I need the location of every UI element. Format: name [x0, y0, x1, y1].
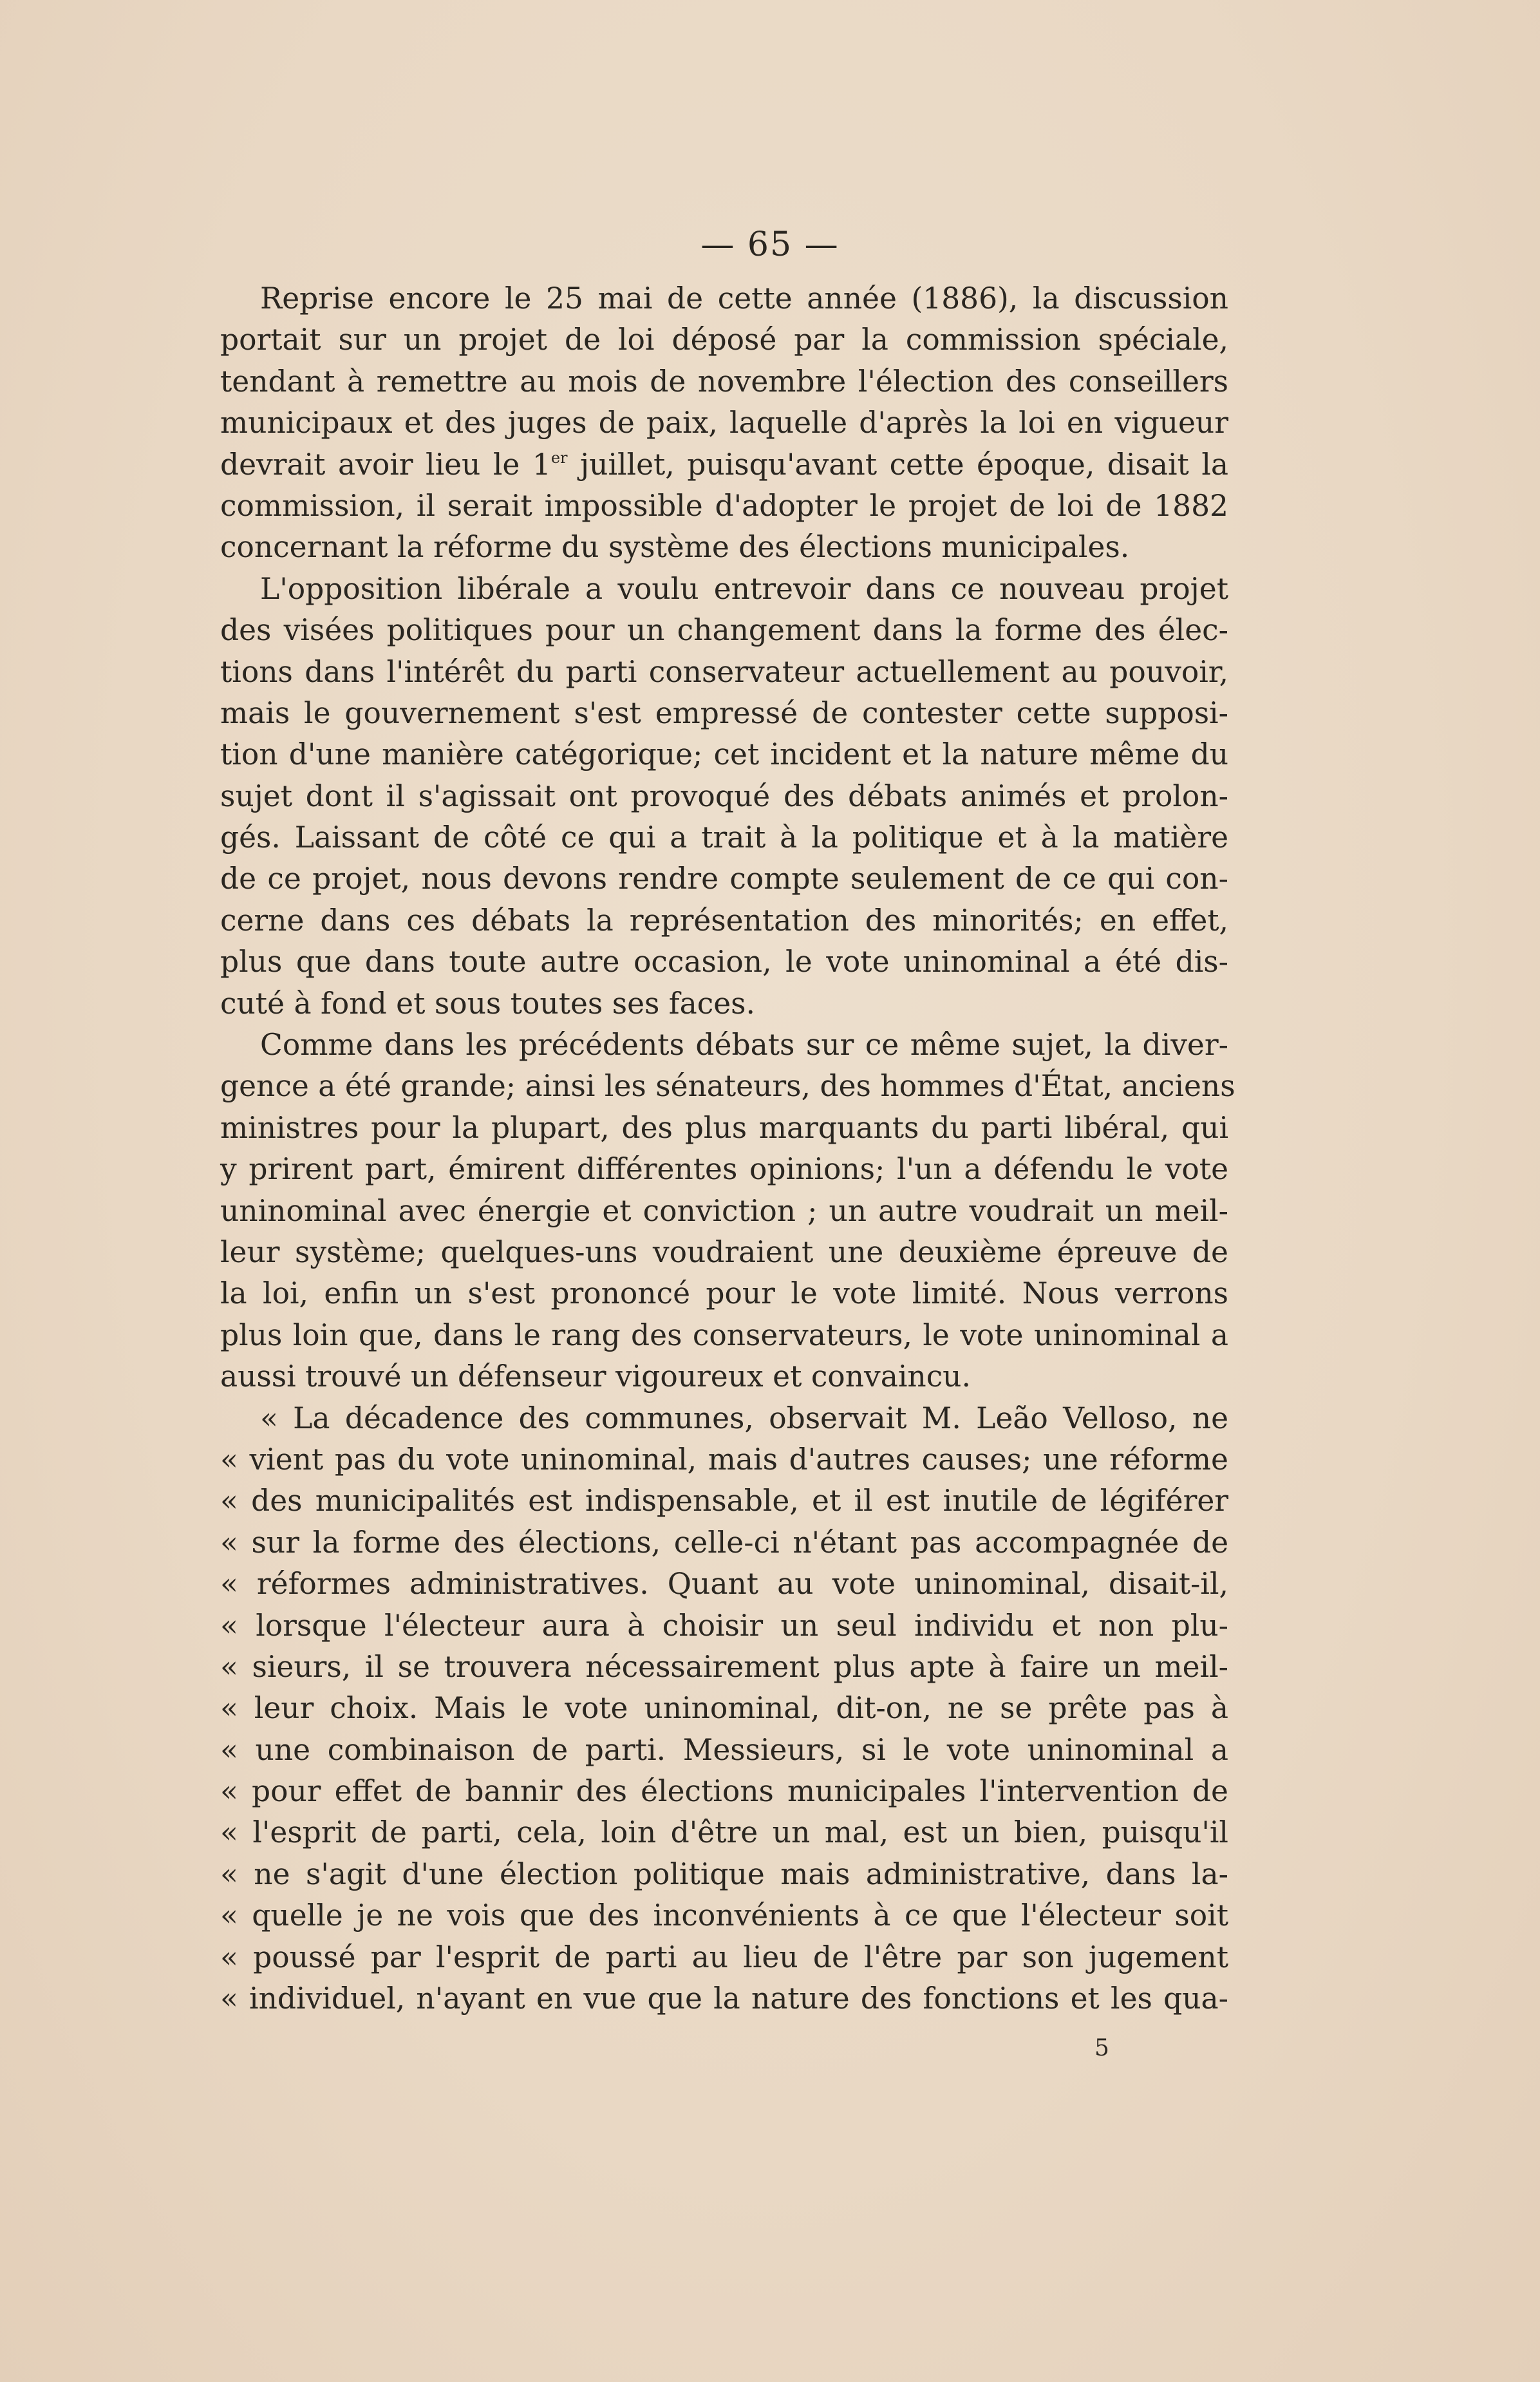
text-line: de ce projet, nous devons rendre compte seulement de ce qui con- [220, 862, 1228, 896]
text-line: « réformes administratives. Quant au vote uninominal, disait-il, [220, 1567, 1228, 1602]
text-line: tion d'une manière catégorique; cet incident et la nature même du [220, 737, 1228, 772]
text-line: « l'esprit de parti, cela, loin d'être un mal, est un bien, puisqu'il [220, 1815, 1228, 1850]
text-line: « sieurs, il se trouvera nécessairement plus apte à faire un meil- [220, 1649, 1228, 1684]
text-line: « ne s'agit d'une élection politique mais administrative, dans la- [220, 1857, 1228, 1891]
text-line: concernant la réforme du système des élections municipales. [220, 530, 1130, 565]
text-line: L'opposition libérale a voulu entrevoir dans ce nouveau projet [260, 571, 1228, 606]
text-line: uninominal avec énergie et conviction ; un autre voudrait un meil- [220, 1193, 1228, 1228]
text-line: la loi, enfin un s'est prononcé pour le vote limité. Nous verrons [220, 1276, 1228, 1311]
text-line: plus que dans toute autre occasion, le vote uninominal a été dis- [220, 945, 1228, 979]
text-line [220, 444, 1228, 486]
text-line: municipaux et des juges de paix, laquelle d'après la loi en vigueur [220, 406, 1228, 440]
text-line: « sur la forme des élections, celle-ci n'étant pas accompagnée de [220, 1525, 1228, 1560]
text-line: plus loin que, dans le rang des conservateurs, le vote uninominal a [220, 1318, 1228, 1352]
text-line: aussi trouvé un défenseur vigoureux et convaincu. [220, 1359, 971, 1394]
text-line: cerne dans ces débats la représentation des minorités; en effet, [220, 903, 1228, 938]
text-line: mais le gouvernement s'est empressé de contester cette supposi- [220, 695, 1228, 730]
text-line: Comme dans les précédents débats sur ce même sujet, la diver- [260, 1028, 1228, 1063]
text-line: « individuel, n'ayant en vue que la nature des fonctions et les qua- [220, 1981, 1228, 2016]
text-line: cuté à fond et sous toutes ses faces. [220, 986, 755, 1021]
text-line: « La décadence des communes, observait M. Leão Velloso, ne [260, 1401, 1228, 1435]
text-line: sujet dont il s'agissait ont provoqué des débats animés et prolon- [220, 779, 1228, 813]
page-number: — 65 — [700, 225, 840, 264]
text-line: Reprise encore le 25 mai de cette année (1886), la discussion [260, 281, 1228, 316]
text-line: gés. Laissant de côté ce qui a trait à la politique et à la matière [220, 820, 1228, 855]
text-line: y prirent part, émirent différentes opinions; l'un a défendu le vote [220, 1152, 1228, 1187]
text-line: leur système; quelques-uns voudraient une deuxième épreuve de [220, 1234, 1228, 1269]
superscript: er [550, 448, 568, 467]
text-line: « vient pas du vote uninominal, mais d'autres causes; une réforme [220, 1442, 1228, 1477]
text-line: commission, il serait impossible d'adopter le projet de loi de 1882 [220, 488, 1228, 523]
text-line: tions dans l'intérêt du parti conservateur actuellement au pouvoir, [220, 654, 1228, 689]
text-line: des visées politiques pour un changement dans la forme des élec- [220, 613, 1228, 648]
text-line: « des municipalités est indispensable, et il est inutile de légiférer [220, 1484, 1228, 1518]
text-line: « une combinaison de parti. Messieurs, si le vote uninominal a [220, 1732, 1228, 1767]
text-line-part: juillet, puisqu'avant cette époque, disait la [567, 447, 1228, 482]
text-line: tendant à remettre au mois de novembre l'élection des conseillers [220, 364, 1228, 399]
text-line: « poussé par l'esprit de parti au lieu de l'être par son jugement [220, 1940, 1228, 1974]
text-line: ministres pour la plupart, des plus marquants du parti libéral, qui [220, 1110, 1228, 1145]
text-line: gence a été grande; ainsi les sénateurs, des hommes d'État, anciens [220, 1069, 1235, 1104]
text-line: « quelle je ne vois que des inconvénients à ce que l'électeur soit [220, 1898, 1228, 1933]
text-line-part: devrait avoir lieu le 1 [220, 447, 551, 482]
text-line: « leur choix. Mais le vote uninominal, dit-on, ne se prête pas à [220, 1691, 1228, 1726]
body-text [220, 278, 1235, 2019]
text-line: « pour effet de bannir des élections municipales l'intervention de [220, 1774, 1228, 1809]
text-line: « lorsque l'électeur aura à choisir un seul individu et non plu- [220, 1608, 1228, 1643]
signature-mark: 5 [1094, 2035, 1109, 2061]
text-line: portait sur un projet de loi déposé par la commission spéciale, [220, 323, 1228, 357]
